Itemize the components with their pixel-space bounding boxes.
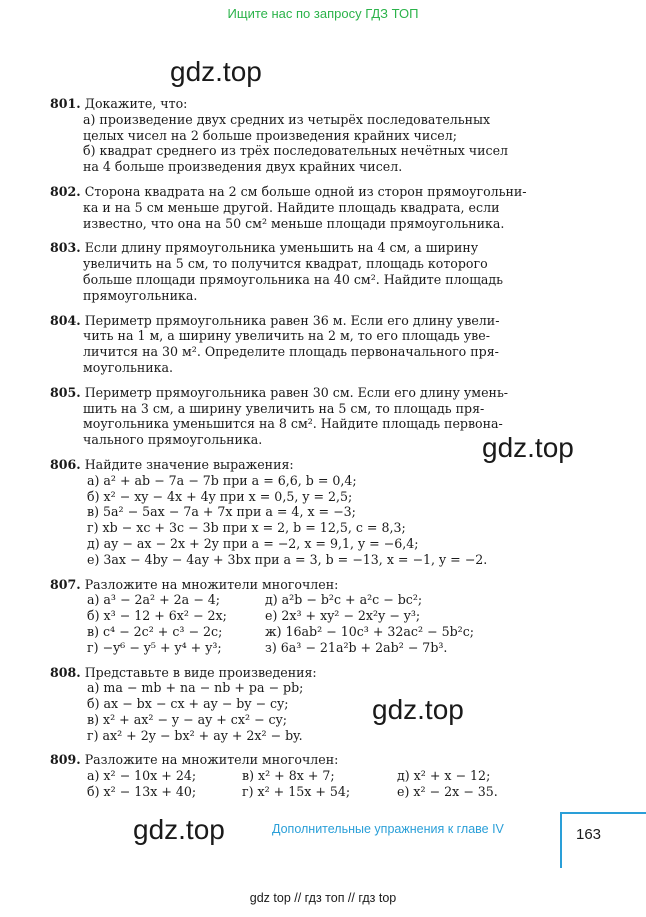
problem-text: целых чисел на 2 больше произведения крайних чисел; <box>83 127 457 143</box>
problem-806 <box>50 457 562 568</box>
problem-text: Периметр прямоугольника равен 36 м. Если его длину увели- <box>84 312 500 328</box>
problem-text: на 4 больше произведения двух крайних чисел. <box>83 159 403 175</box>
footer-divider <box>560 812 646 814</box>
polynomial-item: в) c⁴ − 2c² + c³ − 2c; <box>87 623 223 639</box>
expression-item: б) x² − xy − 4x + 4y при x = 0,5, y = 2,5; <box>87 488 353 504</box>
problem-text: Разложите на множители многочлен: <box>84 576 339 592</box>
expression-item: в) x² + ax² − y − ay + cx² − cy; <box>87 711 287 727</box>
footer-divider <box>560 812 562 868</box>
polynomial-item: г) −y⁶ − y⁵ + y⁴ + y³; <box>87 639 222 655</box>
polynomial-grid <box>50 592 562 655</box>
problem-text: чить на 1 м, а ширину увеличить на 2 м, то его площадь уве- <box>83 328 490 344</box>
problem-text: Докажите, что: <box>84 96 188 111</box>
polynomial-item: б) x² − 13x + 40; <box>87 784 197 800</box>
problem-803 <box>50 240 562 303</box>
expression-item: б) ax − bx − cx + ay − by − cy; <box>87 696 289 712</box>
watermark: gdz.top <box>170 56 262 87</box>
polynomial-grid <box>50 768 562 800</box>
problem-text: Разложите на множители многочлен: <box>84 752 339 768</box>
problem-number: 803. <box>50 240 81 256</box>
problem-text: моугольника. <box>83 359 173 375</box>
problem-801 <box>50 96 562 175</box>
problem-804 <box>50 313 562 376</box>
expression-item: а) a² + ab − 7a − 7b при a = 6,6, b = 0,4; <box>87 472 357 488</box>
problem-text: Найдите значение выражения: <box>84 456 294 472</box>
problem-text: моугольника уменьшится на 8 см². Найдите площадь первона- <box>83 416 503 432</box>
problem-number: 808. <box>50 664 81 680</box>
problem-text: Периметр прямоугольника равен 30 см. Если его длину умень- <box>84 384 509 400</box>
problem-808 <box>50 665 562 744</box>
polynomial-item: а) x² − 10x + 24; <box>87 768 197 784</box>
expression-item: г) ax² + 2y − bx² + ay + 2x² − by. <box>87 727 303 743</box>
problem-text: известно, что она на 50 см² меньше площади прямоугольника. <box>83 215 505 231</box>
page-number: 163 <box>576 826 602 843</box>
expression-item: е) 3ax − 4by − 4ay + 3bx при a = 3, b = −13, x = −1, y = −2. <box>87 551 488 567</box>
polynomial-item: б) x³ − 12 + 6x² − 2x; <box>87 608 227 624</box>
polynomial-item: д) a²b − b²c + a²c − bc²; <box>265 592 423 608</box>
problem-text: Сторона квадрата на 2 см больше одной из сторон прямоугольни- <box>84 183 527 199</box>
problem-809 <box>50 752 562 799</box>
bottom-banner: gdz top // гдз топ // гдз top <box>249 891 397 905</box>
problem-text: чального прямоугольника. <box>83 432 263 448</box>
problem-text: шить на 3 см, а ширину увеличить на 5 см, то площадь пря- <box>83 400 485 416</box>
problem-802 <box>50 184 562 231</box>
watermark: gdz.top <box>133 814 225 845</box>
polynomial-item: е) 2x³ + xy² − 2x²y − y³; <box>265 608 421 624</box>
problem-807 <box>50 577 562 656</box>
problem-number: 806. <box>50 456 81 472</box>
problem-text: больше площади прямоугольника на 40 см². Найдите площадь <box>83 271 504 287</box>
problem-text: прямоугольника. <box>83 287 198 303</box>
polynomial-item: а) a³ − 2a² + 2a − 4; <box>87 592 221 608</box>
polynomial-item: в) x² + 8x + 7; <box>242 768 335 784</box>
polynomial-item: г) x² + 15x + 54; <box>242 784 351 800</box>
chapter-footer: Дополнительные упражнения к главе IV <box>272 822 504 836</box>
problem-number: 804. <box>50 312 81 328</box>
problem-text: ка и на 5 см меньше другой. Найдите площадь квадрата, если <box>83 199 500 215</box>
problem-text: Если длину прямоугольника уменьшить на 4 см, а ширину <box>84 240 479 256</box>
problem-number: 809. <box>50 752 81 768</box>
problem-text: б) квадрат среднего из трёх последовательных нечётных чисел <box>83 143 509 159</box>
problem-text: личится на 30 м². Определите площадь первоначального пря- <box>83 344 499 360</box>
polynomial-item: ж) 16ab² − 10c³ + 32ac² − 5b²c; <box>265 623 475 639</box>
problem-number: 802. <box>50 183 81 199</box>
watermark: gdz.top <box>482 432 574 463</box>
problem-text: Представьте в виде произведения: <box>84 664 317 680</box>
expression-item: а) ma − mb + na − nb + pa − pb; <box>87 680 304 696</box>
problem-number: 801. <box>50 96 81 111</box>
polynomial-item: з) 6a³ − 21a²b + 2ab² − 7b³. <box>265 639 448 655</box>
problem-805 <box>50 385 562 448</box>
expression-item: в) 5a² − 5ax − 7a + 7x при a = 4, x = −3; <box>87 504 356 520</box>
problem-text: а) произведение двух средних из четырёх последовательных <box>83 111 491 127</box>
watermark: gdz.top <box>372 694 464 725</box>
problem-number: 807. <box>50 576 81 592</box>
expression-item: д) ay − ax − 2x + 2y при a = −2, x = 9,1, y = −6,4; <box>87 535 419 551</box>
problem-number: 805. <box>50 384 81 400</box>
problem-text: увеличить на 5 см, то получится квадрат, площадь которого <box>83 256 488 272</box>
top-banner: Ищите нас по запросу ГДЗ ТОП <box>227 6 419 21</box>
problem-list <box>50 96 562 809</box>
polynomial-item: д) x² + x − 12; <box>397 768 491 784</box>
expression-item: г) xb − xc + 3c − 3b при x = 2, b = 12,5, c = 8,3; <box>87 520 406 536</box>
polynomial-item: е) x² − 2x − 35. <box>397 784 498 800</box>
